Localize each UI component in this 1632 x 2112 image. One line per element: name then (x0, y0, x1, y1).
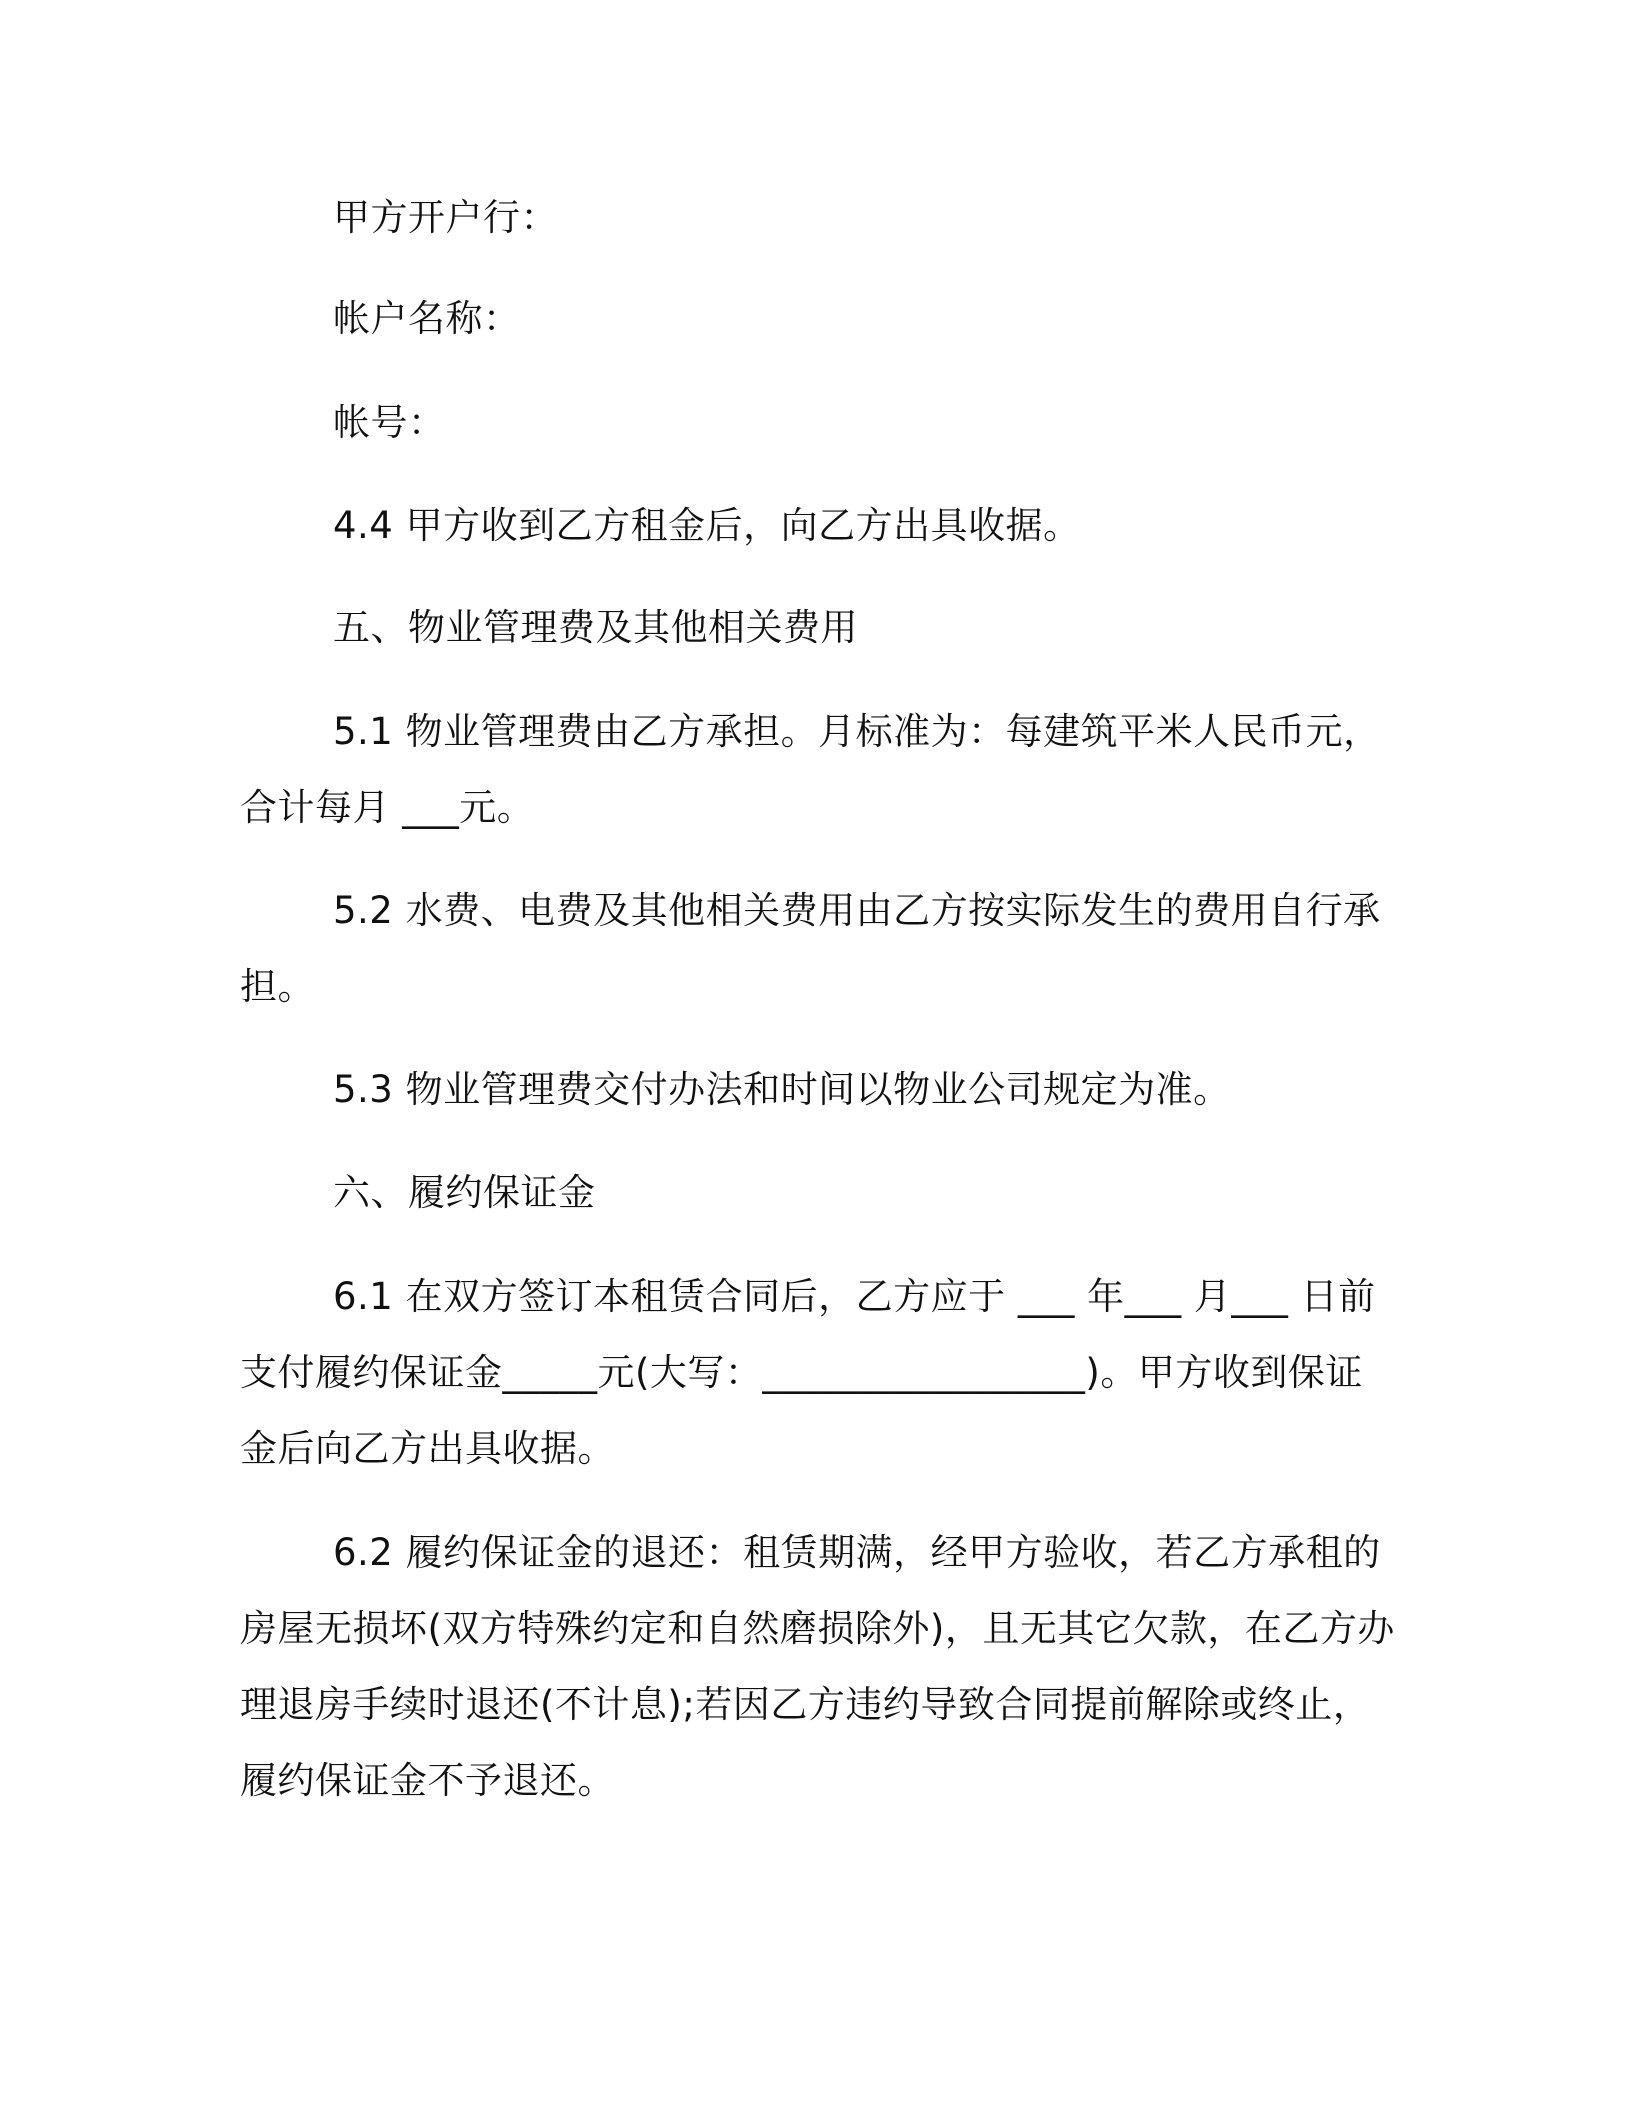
clause-6-1: 6.1 在双方签订本租赁合同后，乙方应于 ___ 年___ 月___ 日前 (333, 1275, 1376, 1318)
clause-6-2-cont2: 理退房手续时退还(不计息);若因乙方违约导致合同提前解除或终止， (240, 1683, 1371, 1726)
bank-line: 甲方开户行： (333, 196, 558, 239)
clause-5-1: 5.1 物业管理费由乙方承担。月标准为：每建筑平米人民币元， (333, 710, 1381, 753)
clause-4-4: 4.4 甲方收到乙方租金后，向乙方出具收据。 (333, 504, 1081, 547)
clause-6-2-cont3: 履约保证金不予退还。 (240, 1759, 615, 1802)
section-5-heading: 五、物业管理费及其他相关费用 (333, 606, 858, 649)
clause-5-1-cont: 合计每月 ___元。 (240, 786, 535, 829)
account-number-line: 帐号： (333, 401, 446, 444)
clause-5-2-cont: 担。 (240, 965, 315, 1008)
clause-5-3: 5.3 物业管理费交付办法和时间以物业公司规定为准。 (333, 1068, 1231, 1111)
clause-6-1-cont2: 金后向乙方出具收据。 (240, 1427, 615, 1470)
clause-6-1-cont: 支付履约保证金_____元(大写：_________________)。甲方收到保证 (240, 1351, 1363, 1394)
clause-6-2: 6.2 履约保证金的退还：租赁期满，经甲方验收，若乙方承租的 (333, 1531, 1381, 1574)
clause-5-2: 5.2 水费、电费及其他相关费用由乙方按实际发生的费用自行承 (333, 889, 1381, 932)
section-6-heading: 六、履约保证金 (333, 1171, 596, 1214)
account-name-line: 帐户名称： (333, 297, 521, 340)
clause-6-2-cont: 房屋无损坏(双方特殊约定和自然磨损除外)，且无其它欠款，在乙方办 (240, 1607, 1395, 1650)
